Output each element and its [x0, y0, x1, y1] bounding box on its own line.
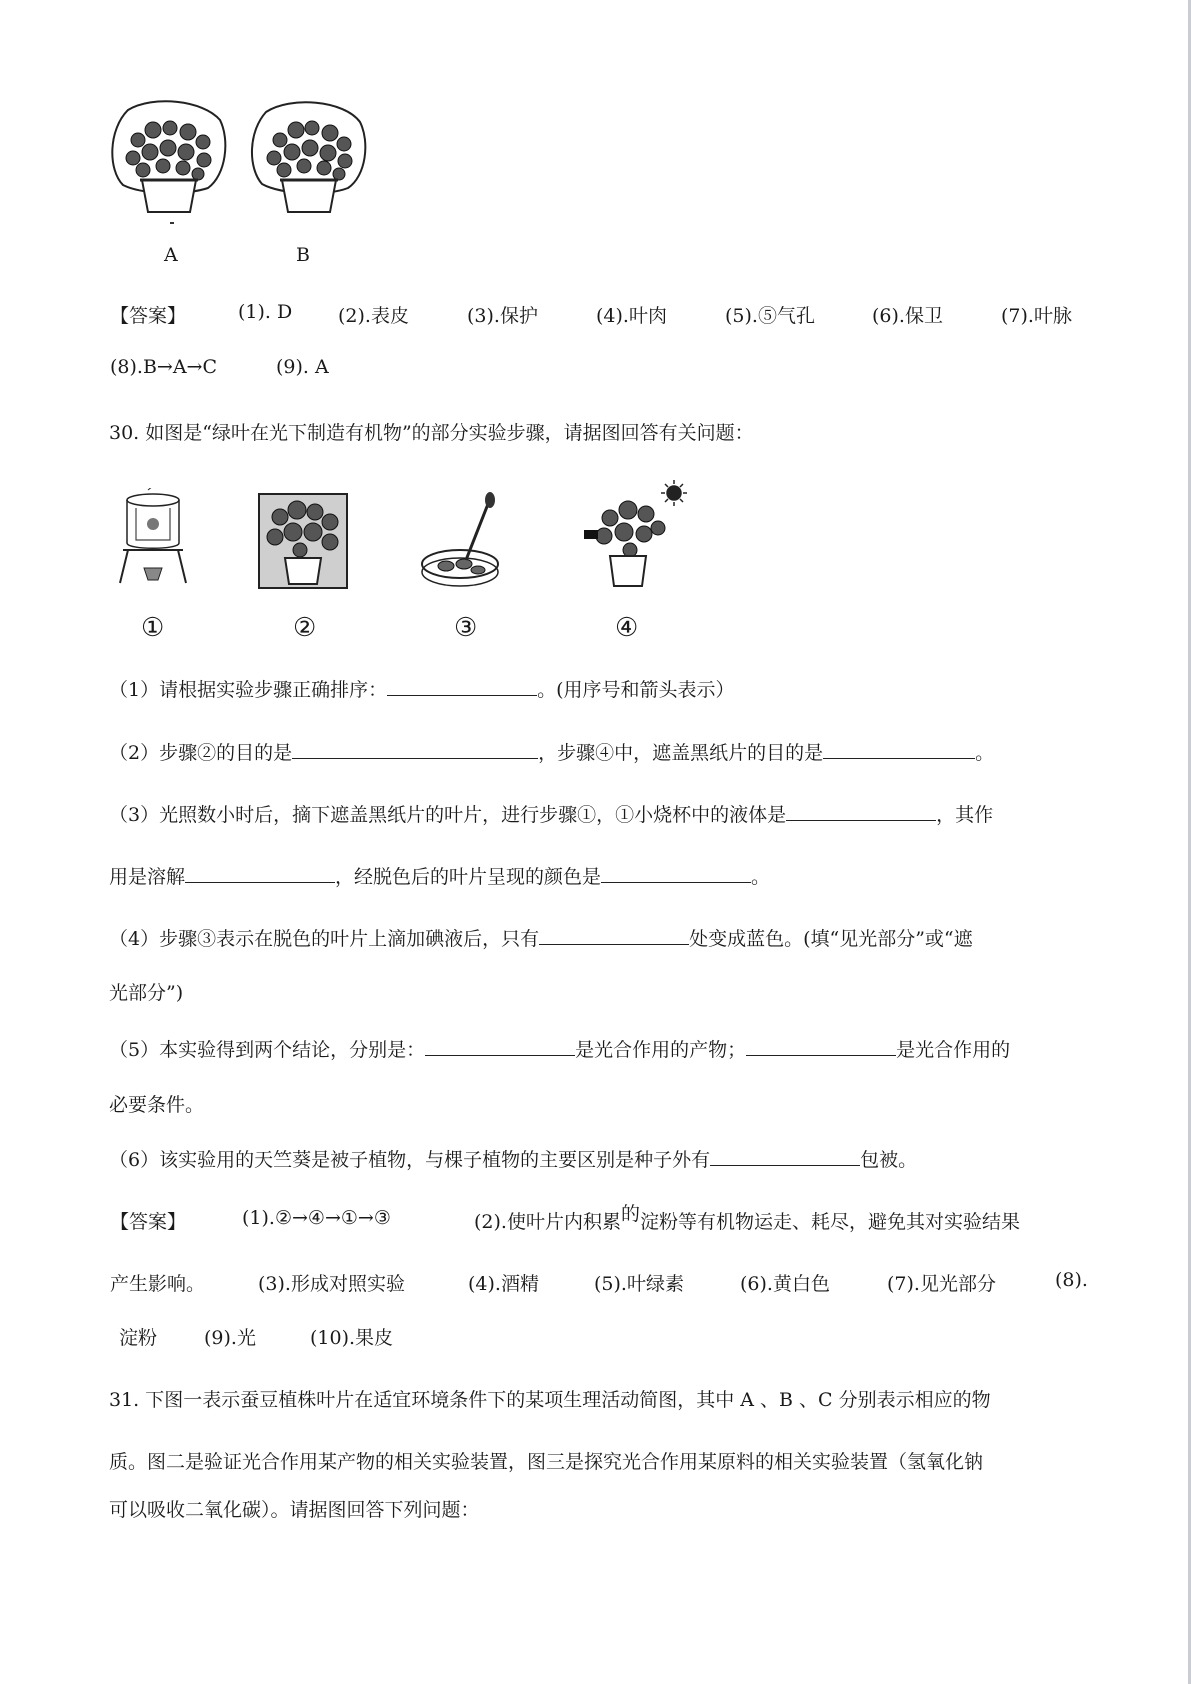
question-31-line-3: 可以吸收二氧化碳）。请据图回答下列问题：	[109, 1499, 480, 1521]
answer-item: (3).保护	[467, 305, 538, 327]
question-30-stem: 30. 如图是“绿叶在光下制造有机物”的部分实验步骤，请据图回答有关问题：	[109, 422, 754, 444]
answer-item: (7).见光部分	[887, 1273, 996, 1295]
answer-item: (2).使叶片内积累的淀粉等有机物运走、耗尽，避免其对实验结果	[474, 1203, 1020, 1233]
step-3-iodine-dish-figure	[418, 492, 508, 592]
step-2-dark-box-figure	[255, 492, 355, 592]
plant-bag-figure-a	[108, 100, 230, 225]
figure-label-a: A	[164, 244, 178, 266]
answer-tag: 【答案】	[110, 1211, 187, 1233]
question-30-part-6: （6）该实验用的天竺葵是被子植物，与棵子植物的主要区别是种子外有 包被。	[109, 1149, 918, 1171]
figure-label-b: B	[296, 244, 310, 266]
answer-item: (1).②→④→①→③	[242, 1207, 391, 1229]
answer-item: (9).光	[204, 1327, 256, 1349]
question-31-line-2: 质。图二是验证光合作用某产物的相关实验装置，图三是探究光合作用某原料的相关实验装置（氢氧化钠	[109, 1451, 984, 1473]
step-label-2: ②	[293, 613, 317, 643]
answer-item: 淀粉	[119, 1327, 158, 1349]
figure-mark	[170, 222, 174, 224]
question-30-part-5: （5）本实验得到两个结论，分别是： 是光合作用的产物； 是光合作用的	[109, 1039, 1011, 1061]
step-1-water-bath-figure	[118, 488, 188, 588]
answer-item: (5).⑤气孔	[725, 305, 815, 327]
answer-item: (6).黄白色	[740, 1273, 830, 1295]
answer-item: (7).叶脉	[1001, 305, 1072, 327]
question-30-part-3: （3）光照数小时后，摘下遮盖黑纸片的叶片，进行步骤①，①小烧杯中的液体是 ，其作	[109, 804, 994, 826]
question-30-part-4-cont: 光部分”)	[109, 982, 184, 1004]
question-30-part-1: （1）请根据实验步骤正确排序： 。(用序号和箭头表示）	[109, 679, 735, 701]
answer-item: (5).叶绿素	[594, 1273, 684, 1295]
question-30-part-3-cont: 用是溶解 ，经脱色后的叶片呈现的颜色是 。	[109, 866, 771, 888]
answer-item: (2).表皮	[338, 305, 409, 327]
step-label-4: ④	[615, 613, 639, 643]
answer-item: (8).	[1055, 1269, 1088, 1291]
question-30-part-2: （2）步骤②的目的是 ，步骤④中，遮盖黑纸片的目的是 。	[109, 742, 995, 764]
step-label-3: ③	[454, 613, 478, 643]
plant-bag-figure-b	[248, 100, 370, 225]
answer-item: (8).B→A→C	[110, 356, 218, 378]
answer-item: (6).保卫	[872, 305, 943, 327]
answer-item: 产生影响。	[110, 1273, 206, 1295]
answer-item: (10).果皮	[310, 1327, 394, 1349]
question-30-part-4: （4）步骤③表示在脱色的叶片上滴加碘液后，只有 处变成蓝色。(填“见光部分”或“遮	[109, 928, 973, 950]
question-30-part-5-cont: 必要条件。	[109, 1094, 205, 1116]
answer-item: (4).叶肉	[596, 305, 667, 327]
answer-item: (3).形成对照实验	[258, 1273, 405, 1295]
answer-tag: 【答案】	[110, 305, 187, 327]
answer-item: (4).酒精	[468, 1273, 539, 1295]
question-31-line-1: 31. 下图一表示蚕豆植株叶片在适宜环境条件下的某项生理活动简图，其中 A 、B 、C 分别表示相应的物	[109, 1389, 991, 1411]
answer-item: (1). D	[238, 301, 293, 323]
answer-item: (9). A	[276, 356, 329, 378]
step-4-sunlight-plant-figure	[580, 478, 690, 593]
step-label-1: ①	[141, 613, 165, 643]
